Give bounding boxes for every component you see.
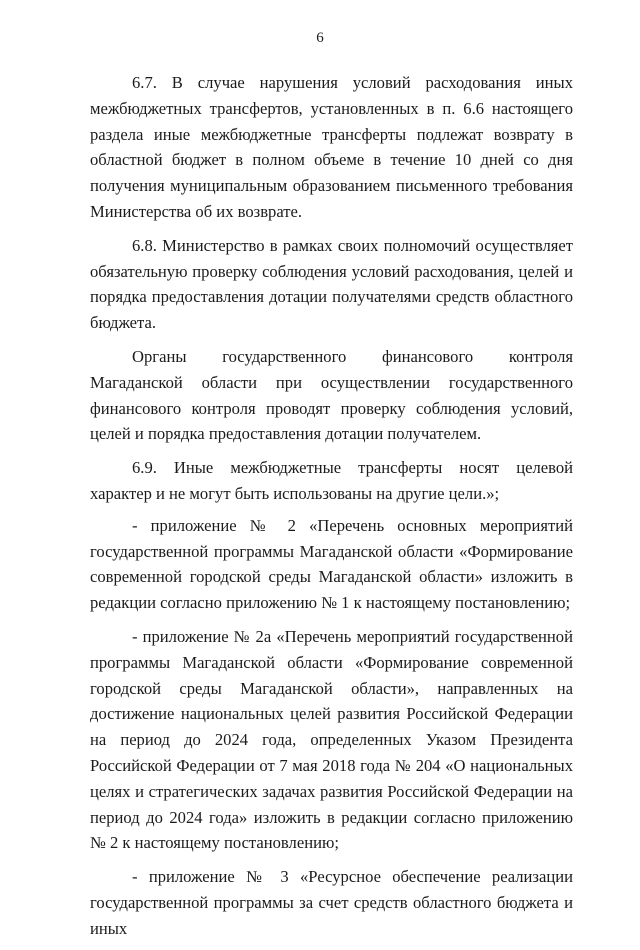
paragraph-6-9: 6.9. Иные межбюджетные трансферты носят целевой характер и не могут быть использованы на другие цели.»;	[90, 458, 573, 503]
page-number: 6	[316, 30, 324, 46]
paragraph-control-bodies: Органы государственного финансового контроля Магаданской области при осуществлении государственного финансового контроля проводят проверку соблюдения условий, целей и порядка предоставления дотации получателем.	[90, 346, 573, 444]
paragraph-6-7: 6.7. В случае нарушения условий расходования иных межбюджетных трансфертов, установленных в п. 6.6 настоящего раздела иные межбюджетные трансферты подлежат возврату в областной бюджет в полном объеме в течение 10 дней со дня получения муниципальным образованием письменного требования Министерства об их возврате.	[90, 73, 573, 221]
document-body	[90, 70, 573, 950]
paragraph-6-8: 6.8. Министерство в рамках своих полномочий осуществляет обязательную проверку соблюдения условий расходования, целей и порядка предоставления дотации получателями средств областного бюджета.	[90, 235, 573, 333]
paragraph-appendix-2a: - приложение № 2а «Перечень мероприятий государственной программы Магаданской области «Формирование современной городской среды Магаданской области», направленных на достижение национальных целей развития Российской Федерации на период до 2024 года, определенных Указом Президента Российской Федерации от 7 мая 2018 года № 204 «О национальных целях и стратегических задачах развития Российской Федерации на период до 2024 года» изложить в редакции согласно приложению № 2 к настоящему постановлению;	[90, 626, 573, 853]
paragraph-appendix-2: - приложение № 2 «Перечень основных мероприятий государственной программы Магаданской области «Формирование современной городской среды Магаданской области» изложить в редакции согласно приложению № 1 к настоящему постановлению;	[90, 515, 573, 613]
paragraph-appendix-3: - приложение № 3 «Ресурсное обеспечение реализации государственной программы за счет средств областного бюджета и иных	[90, 867, 573, 938]
